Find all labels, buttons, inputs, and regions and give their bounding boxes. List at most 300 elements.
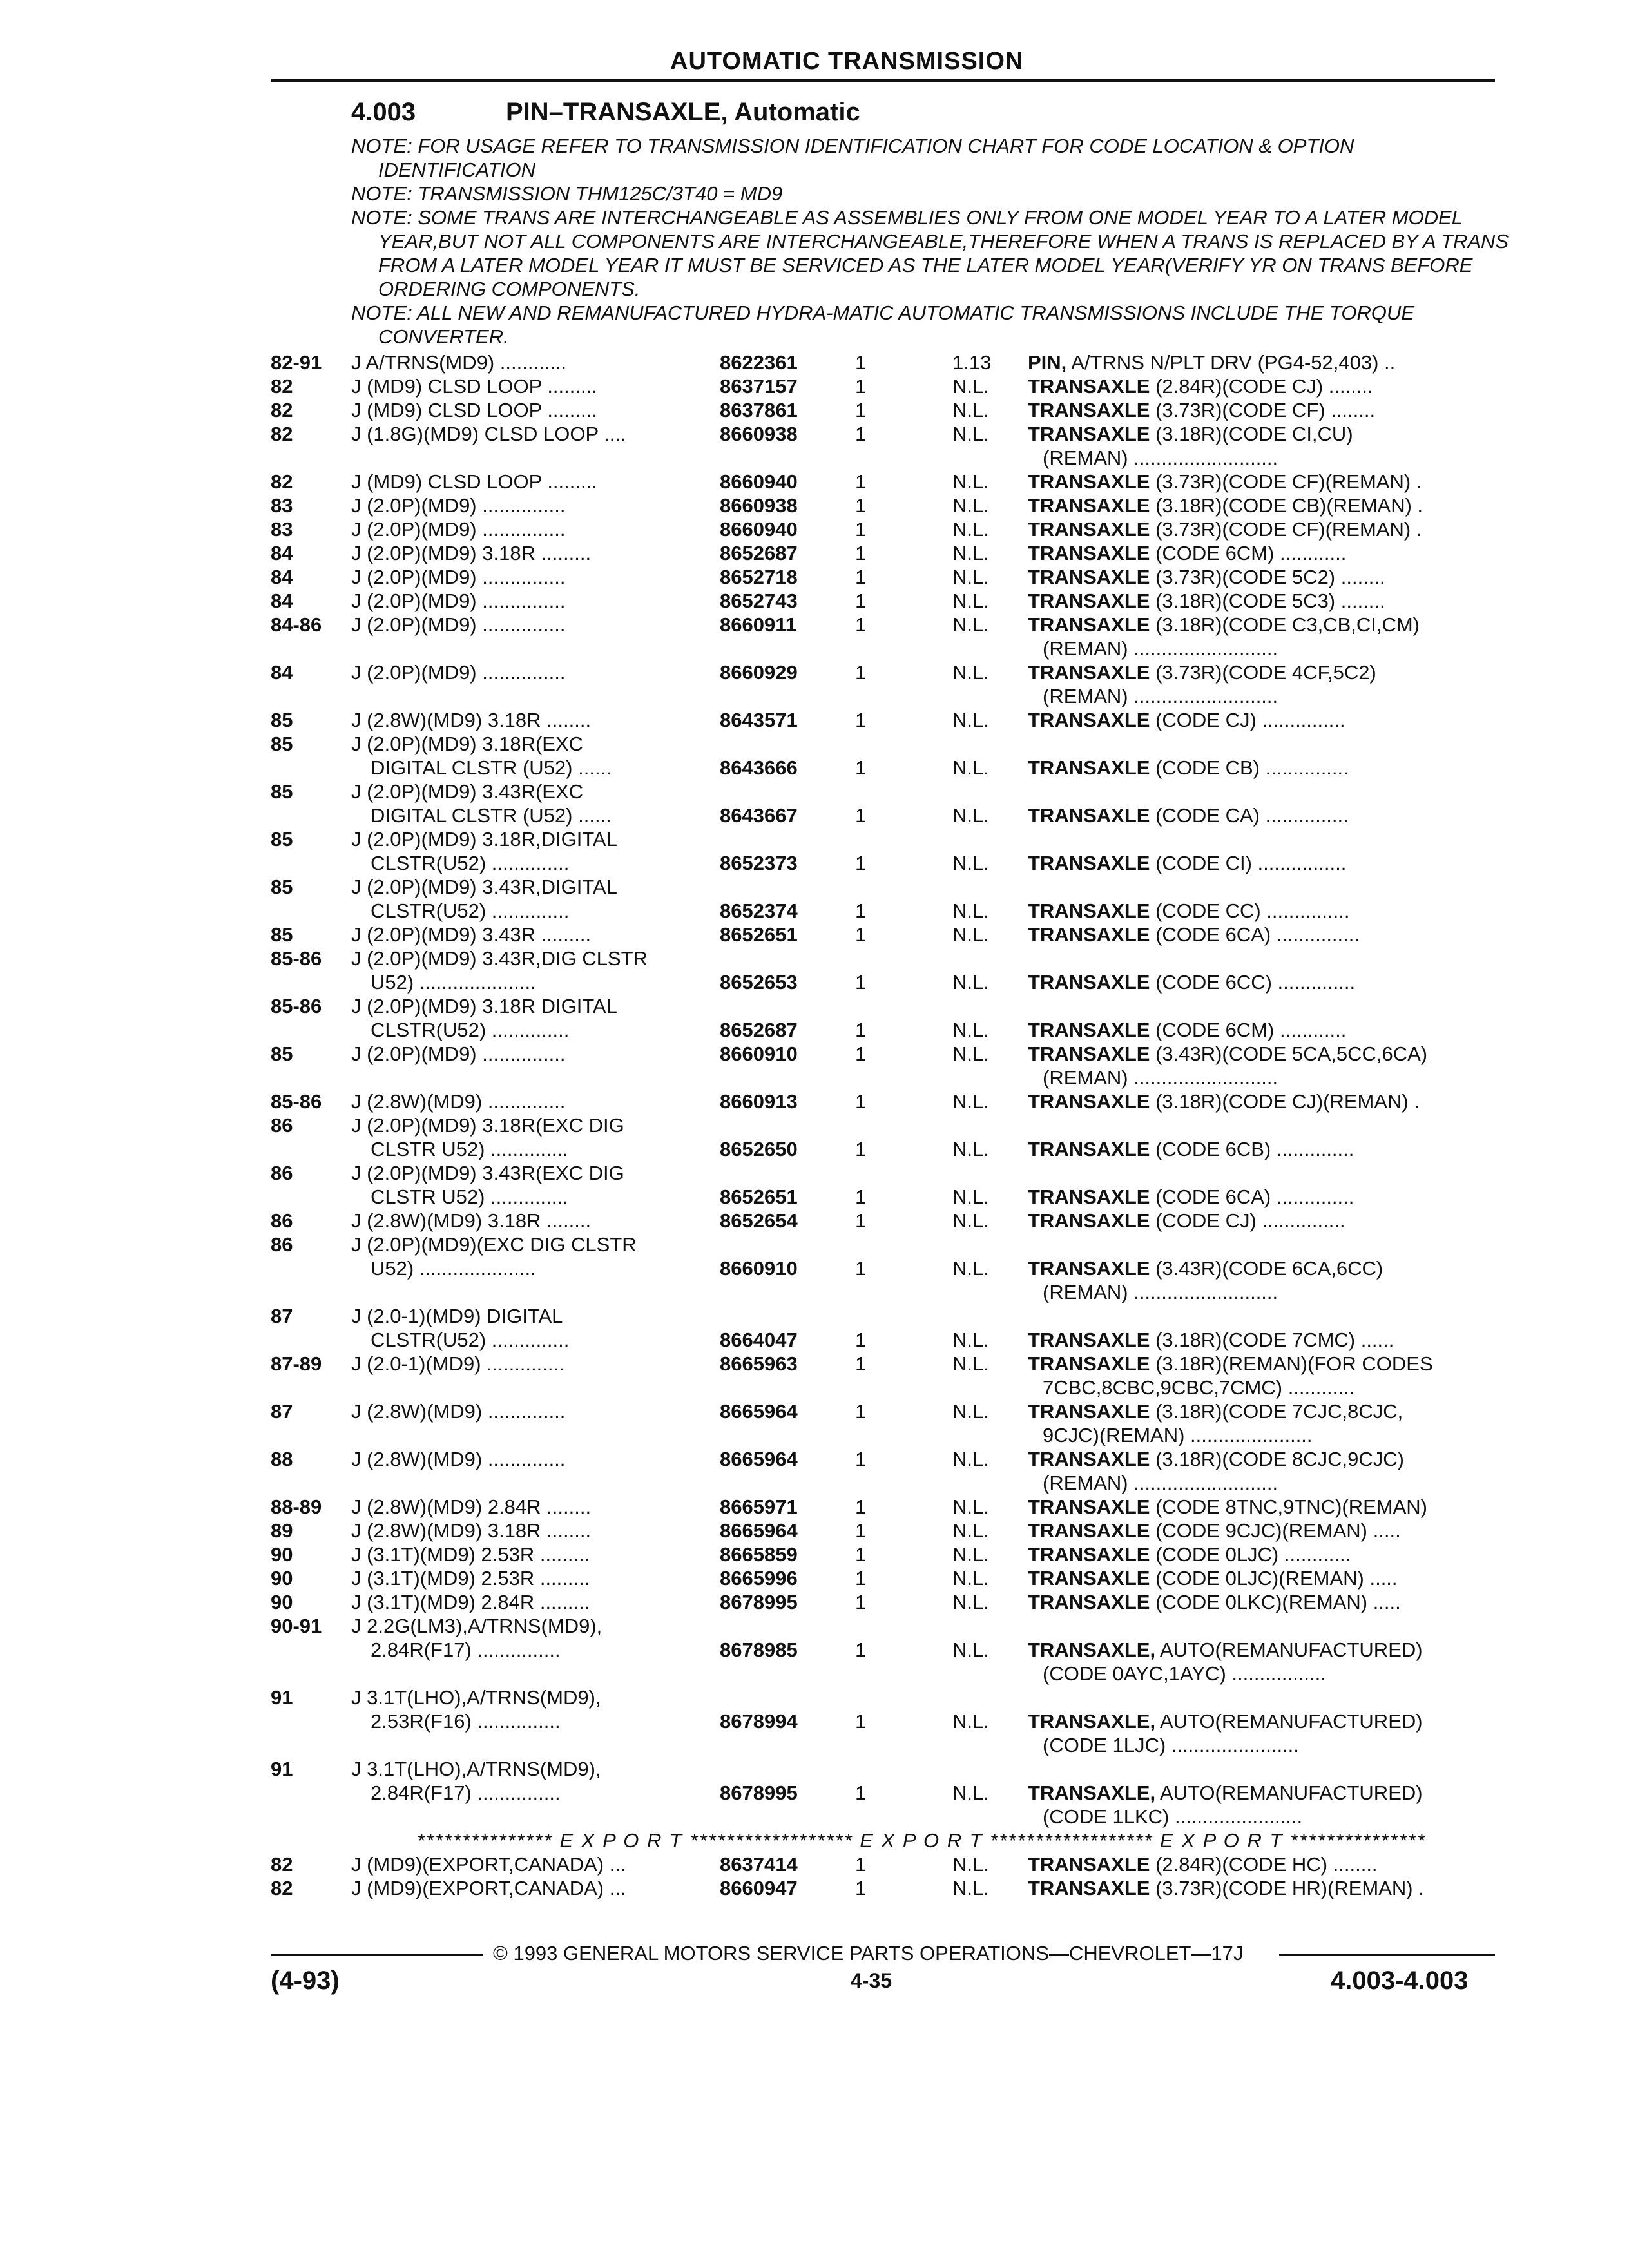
illustration-ref: N.L. bbox=[952, 1710, 989, 1733]
model-year: 86 bbox=[271, 1114, 293, 1137]
table-row bbox=[0, 708, 1629, 732]
application: J (2.0P)(MD9) ............... bbox=[351, 494, 566, 517]
description-continued: (REMAN) .......................... bbox=[1043, 1066, 1278, 1089]
application: J (3.1T)(MD9) 2.84R ......... bbox=[351, 1591, 590, 1613]
table-row bbox=[0, 1090, 1629, 1113]
illustration-ref: N.L. bbox=[952, 1448, 989, 1470]
illustration-ref: N.L. bbox=[952, 423, 989, 445]
illustration-ref: N.L. bbox=[952, 1853, 989, 1876]
description bbox=[1028, 1256, 1492, 1280]
illustration-ref: N.L. bbox=[952, 804, 989, 827]
table-row bbox=[0, 1495, 1629, 1519]
description-continued: 9CJC)(REMAN) ...................... bbox=[1043, 1424, 1313, 1446]
description-detail: (CODE 0LJC)(REMAN) ..... bbox=[1150, 1567, 1398, 1590]
table-row bbox=[0, 851, 1629, 875]
description-detail: (CODE 0LJC) ............ bbox=[1150, 1543, 1351, 1566]
model-year: 90-91 bbox=[271, 1615, 322, 1637]
illustration-ref: N.L. bbox=[952, 1257, 989, 1280]
description-detail: (CODE CA) ............... bbox=[1150, 804, 1349, 827]
quantity: 1 bbox=[855, 566, 867, 588]
description-keyword: TRANSAXLE bbox=[1028, 375, 1150, 398]
part-number: 8652651 bbox=[720, 923, 798, 946]
table-row bbox=[0, 660, 1629, 684]
description-continued: (REMAN) .......................... bbox=[1043, 637, 1278, 660]
table-row bbox=[0, 1542, 1629, 1566]
illustration-ref: N.L. bbox=[952, 1543, 989, 1566]
model-year: 82 bbox=[271, 423, 293, 445]
part-number: 8665859 bbox=[720, 1543, 798, 1566]
description bbox=[1028, 1590, 1492, 1614]
application: J (2.0P)(MD9) 3.43R ......... bbox=[351, 923, 592, 946]
table-row bbox=[0, 1066, 1629, 1090]
quantity: 1 bbox=[855, 1782, 867, 1804]
description-keyword: TRANSAXLE bbox=[1028, 923, 1150, 946]
quantity: 1 bbox=[855, 1853, 867, 1876]
table-row bbox=[0, 1256, 1629, 1280]
application-continued: CLSTR(U52) .............. bbox=[371, 1019, 570, 1041]
application: J (2.8W)(MD9) .............. bbox=[351, 1090, 566, 1113]
description-keyword: TRANSAXLE bbox=[1028, 1329, 1150, 1351]
description-keyword: TRANSAXLE bbox=[1028, 542, 1150, 564]
quantity: 1 bbox=[855, 1567, 867, 1590]
illustration-ref: N.L. bbox=[952, 971, 989, 994]
model-year: 85 bbox=[271, 923, 293, 946]
part-number: 8652650 bbox=[720, 1138, 798, 1160]
model-year: 82-91 bbox=[271, 351, 322, 374]
table-row bbox=[0, 1161, 1629, 1185]
model-year: 87 bbox=[271, 1305, 293, 1327]
description-keyword: TRANSAXLE bbox=[1028, 1352, 1150, 1375]
part-number: 8652653 bbox=[720, 971, 798, 994]
description-detail: (CODE 0LKC)(REMAN) ..... bbox=[1150, 1591, 1401, 1613]
application: J (MD9)(EXPORT,CANADA) ... bbox=[351, 1877, 626, 1899]
application: J (2.8W)(MD9) .............. bbox=[351, 1448, 566, 1470]
description-continued: (REMAN) .......................... bbox=[1043, 1472, 1278, 1494]
description-detail: (3.43R)(CODE 6CA,6CC) bbox=[1150, 1257, 1383, 1280]
description-keyword: PIN, bbox=[1028, 351, 1067, 374]
model-year: 82 bbox=[271, 399, 293, 421]
description bbox=[1028, 851, 1492, 875]
note-torque-converter: NOTE: ALL NEW AND REMANUFACTURED HYDRA-MATIC AUTOMATIC TRANSMISSIONS INCLUDE THE TORQUE CONVERTER. bbox=[351, 302, 1415, 348]
table-row bbox=[0, 1566, 1629, 1590]
quantity: 1 bbox=[855, 542, 867, 564]
description-keyword: TRANSAXLE bbox=[1028, 804, 1150, 827]
table-row bbox=[0, 1376, 1629, 1399]
description bbox=[1028, 923, 1492, 947]
illustration-ref: N.L. bbox=[952, 1495, 989, 1518]
description-detail: (CODE 6CM) ............ bbox=[1150, 1019, 1347, 1041]
part-number: 8652651 bbox=[720, 1186, 798, 1208]
table-row bbox=[0, 1805, 1629, 1829]
table-row bbox=[0, 1829, 1629, 1852]
model-year: 84 bbox=[271, 590, 293, 612]
quantity: 1 bbox=[855, 613, 867, 636]
table-row bbox=[0, 1018, 1629, 1042]
part-number: 8652373 bbox=[720, 852, 798, 874]
description bbox=[1028, 541, 1492, 565]
description-continued: (CODE 0AYC,1AYC) ................. bbox=[1043, 1662, 1326, 1685]
quantity: 1 bbox=[855, 470, 867, 493]
part-number: 8660940 bbox=[720, 518, 798, 541]
part-number: 8678995 bbox=[720, 1591, 798, 1613]
model-year: 85 bbox=[271, 733, 293, 755]
table-row bbox=[0, 446, 1629, 470]
description-detail: (3.18R)(CODE 5C3) ........ bbox=[1150, 590, 1385, 612]
description-detail: (CODE 6CA) .............. bbox=[1150, 1186, 1354, 1208]
illustration-ref: N.L. bbox=[952, 1138, 989, 1160]
table-row bbox=[0, 1447, 1629, 1471]
part-number: 8652687 bbox=[720, 1019, 798, 1041]
application: J (MD9) CLSD LOOP ......... bbox=[351, 470, 597, 493]
description-detail: (2.84R)(CODE HC) ........ bbox=[1150, 1853, 1378, 1876]
model-year: 85-86 bbox=[271, 995, 322, 1017]
model-year: 88-89 bbox=[271, 1495, 322, 1518]
model-year: 85 bbox=[271, 1043, 293, 1065]
part-number: 8660938 bbox=[720, 494, 798, 517]
table-row bbox=[0, 1662, 1629, 1686]
description-continued: (REMAN) .......................... bbox=[1043, 1281, 1278, 1303]
model-year: 90 bbox=[271, 1591, 293, 1613]
description-detail: (3.18R)(CODE 7CMC) ...... bbox=[1150, 1329, 1394, 1351]
quantity: 1 bbox=[855, 852, 867, 874]
description-continued: 7CBC,8CBC,9CBC,7CMC) ............ bbox=[1043, 1376, 1355, 1399]
application: J (2.0P)(MD9) 3.18R(EXC DIG bbox=[351, 1114, 624, 1137]
footer-date: (4-93) bbox=[271, 1966, 340, 1995]
table-row bbox=[0, 1709, 1629, 1733]
quantity: 1 bbox=[855, 1877, 867, 1899]
application-continued: CLSTR(U52) .............. bbox=[371, 1329, 570, 1351]
model-year: 90 bbox=[271, 1543, 293, 1566]
description-keyword: TRANSAXLE bbox=[1028, 1495, 1150, 1518]
application-continued: U52) ..................... bbox=[371, 971, 536, 994]
table-row bbox=[0, 1113, 1629, 1137]
part-number: 8678994 bbox=[720, 1710, 798, 1733]
table-row bbox=[0, 1233, 1629, 1256]
description-continued: (REMAN) .......................... bbox=[1043, 447, 1278, 469]
application: J (2.8W)(MD9) 3.18R ........ bbox=[351, 1519, 592, 1542]
table-row bbox=[0, 899, 1629, 923]
table-row bbox=[0, 1852, 1629, 1876]
description-detail: (CODE 6CA) ............... bbox=[1150, 923, 1360, 946]
model-year: 82 bbox=[271, 1877, 293, 1899]
illustration-ref: N.L. bbox=[952, 399, 989, 421]
application: J (1.8G)(MD9) CLSD LOOP .... bbox=[351, 423, 626, 445]
description-keyword: TRANSAXLE bbox=[1028, 756, 1150, 779]
illustration-ref: N.L. bbox=[952, 1043, 989, 1065]
description-detail: (3.18R)(REMAN)(FOR CODES bbox=[1150, 1352, 1433, 1375]
table-row bbox=[0, 589, 1629, 613]
illustration-ref: N.L. bbox=[952, 542, 989, 564]
quantity: 1 bbox=[855, 1352, 867, 1375]
part-number: 8652687 bbox=[720, 542, 798, 564]
parts-table bbox=[0, 351, 1629, 1900]
application: J (MD9)(EXPORT,CANADA) ... bbox=[351, 1853, 626, 1876]
application: J (2.0P)(MD9) ............... bbox=[351, 518, 566, 541]
application-continued: CLSTR(U52) .............. bbox=[371, 899, 570, 922]
illustration-ref: N.L. bbox=[952, 1209, 989, 1232]
table-row bbox=[0, 351, 1629, 374]
description-continued: (CODE 1LJC) ....................... bbox=[1043, 1734, 1299, 1756]
model-year: 82 bbox=[271, 375, 293, 398]
description-keyword: TRANSAXLE, bbox=[1028, 1710, 1156, 1733]
table-row bbox=[0, 780, 1629, 803]
description-detail: (CODE CJ) ............... bbox=[1150, 709, 1345, 731]
model-year: 86 bbox=[271, 1233, 293, 1256]
table-row bbox=[0, 1280, 1629, 1304]
part-number: 8665964 bbox=[720, 1448, 798, 1470]
part-number: 8665964 bbox=[720, 1519, 798, 1542]
description bbox=[1028, 1495, 1492, 1519]
quantity: 1 bbox=[855, 1019, 867, 1041]
quantity: 1 bbox=[855, 1329, 867, 1351]
application: J A/TRNS(MD9) ............ bbox=[351, 351, 567, 374]
description-keyword: TRANSAXLE bbox=[1028, 1591, 1150, 1613]
quantity: 1 bbox=[855, 923, 867, 946]
illustration-ref: N.L. bbox=[952, 1782, 989, 1804]
table-row bbox=[0, 1328, 1629, 1352]
description-keyword: TRANSAXLE bbox=[1028, 1257, 1150, 1280]
application-continued: 2.84R(F17) ............... bbox=[371, 1639, 561, 1661]
description-keyword: TRANSAXLE bbox=[1028, 423, 1150, 445]
quantity: 1 bbox=[855, 804, 867, 827]
model-year: 84 bbox=[271, 566, 293, 588]
part-number: 8660913 bbox=[720, 1090, 798, 1113]
part-number: 8665996 bbox=[720, 1567, 798, 1590]
illustration-ref: N.L. bbox=[952, 1019, 989, 1041]
description-keyword: TRANSAXLE bbox=[1028, 899, 1150, 922]
part-number: 8660940 bbox=[720, 470, 798, 493]
application: J (2.0P)(MD9) 3.18R(EXC bbox=[351, 733, 584, 755]
table-row bbox=[0, 1304, 1629, 1328]
note-transmission-code: NOTE: TRANSMISSION THM125C/3T40 = MD9 bbox=[351, 182, 783, 205]
part-number: 8652743 bbox=[720, 590, 798, 612]
part-number: 8637861 bbox=[720, 399, 798, 421]
description bbox=[1028, 899, 1492, 923]
model-year: 89 bbox=[271, 1519, 293, 1542]
quantity: 1 bbox=[855, 1257, 867, 1280]
description-keyword: TRANSAXLE bbox=[1028, 399, 1150, 421]
quantity: 1 bbox=[855, 661, 867, 684]
description-detail: (CODE 9CJC)(REMAN) ..... bbox=[1150, 1519, 1401, 1542]
quantity: 1 bbox=[855, 1591, 867, 1613]
description bbox=[1028, 494, 1492, 517]
quantity: 1 bbox=[855, 1448, 867, 1470]
quantity: 1 bbox=[855, 1209, 867, 1232]
table-row bbox=[0, 684, 1629, 708]
quantity: 1 bbox=[855, 590, 867, 612]
table-row bbox=[0, 422, 1629, 446]
part-number: 8660929 bbox=[720, 661, 798, 684]
application: J (2.0P)(MD9)(EXC DIG CLSTR bbox=[351, 1233, 637, 1256]
model-year: 85-86 bbox=[271, 947, 322, 970]
part-number: 8665971 bbox=[720, 1495, 798, 1518]
illustration-ref: N.L. bbox=[952, 1877, 989, 1899]
model-year: 85 bbox=[271, 780, 293, 803]
table-row bbox=[0, 1399, 1629, 1423]
illustration-ref: N.L. bbox=[952, 566, 989, 588]
illustration-ref: N.L. bbox=[952, 923, 989, 946]
description-detail: (CODE 6CB) .............. bbox=[1150, 1138, 1354, 1160]
description-keyword: TRANSAXLE bbox=[1028, 1138, 1150, 1160]
description-detail: (3.18R)(CODE CI,CU) bbox=[1150, 423, 1353, 445]
part-number: 8660910 bbox=[720, 1257, 798, 1280]
table-row bbox=[0, 398, 1629, 422]
application: J (2.0P)(MD9) 3.43R(EXC DIG bbox=[351, 1162, 624, 1184]
description bbox=[1028, 1781, 1492, 1805]
description-keyword: TRANSAXLE bbox=[1028, 470, 1150, 493]
application: J (2.0P)(MD9) 3.43R(EXC bbox=[351, 780, 584, 803]
table-row bbox=[0, 1733, 1629, 1757]
part-number: 8664047 bbox=[720, 1329, 798, 1351]
description bbox=[1028, 1566, 1492, 1590]
description-keyword: TRANSAXLE bbox=[1028, 1877, 1150, 1899]
table-row bbox=[0, 732, 1629, 756]
table-row bbox=[0, 541, 1629, 565]
description bbox=[1028, 1209, 1492, 1233]
description bbox=[1028, 1876, 1492, 1900]
description-detail: (3.43R)(CODE 5CA,5CC,6CA) bbox=[1150, 1043, 1428, 1065]
description-keyword: TRANSAXLE bbox=[1028, 518, 1150, 541]
model-year: 91 bbox=[271, 1686, 293, 1709]
description-detail: (3.18R)(CODE 8CJC,9CJC) bbox=[1150, 1448, 1404, 1470]
description-detail: AUTO(REMANUFACTURED) bbox=[1155, 1639, 1423, 1661]
description-detail: AUTO(REMANUFACTURED) bbox=[1155, 1782, 1423, 1804]
table-row bbox=[0, 1686, 1629, 1709]
table-row bbox=[0, 1590, 1629, 1614]
description-keyword: TRANSAXLE bbox=[1028, 1543, 1150, 1566]
application: J (2.0P)(MD9) ............... bbox=[351, 613, 566, 636]
table-row bbox=[0, 494, 1629, 517]
table-row bbox=[0, 947, 1629, 970]
table-row bbox=[0, 1781, 1629, 1805]
part-number: 8678995 bbox=[720, 1782, 798, 1804]
table-row bbox=[0, 1137, 1629, 1161]
description-keyword: TRANSAXLE bbox=[1028, 709, 1150, 731]
description-keyword: TRANSAXLE bbox=[1028, 1519, 1150, 1542]
description-keyword: TRANSAXLE bbox=[1028, 1090, 1150, 1113]
description-keyword: TRANSAXLE bbox=[1028, 1209, 1150, 1232]
table-row bbox=[0, 1614, 1629, 1638]
part-number: 8652374 bbox=[720, 899, 798, 922]
table-row bbox=[0, 1209, 1629, 1233]
table-row bbox=[0, 470, 1629, 494]
quantity: 1 bbox=[855, 1043, 867, 1065]
application: J (MD9) CLSD LOOP ......... bbox=[351, 399, 597, 421]
illustration-ref: N.L. bbox=[952, 470, 989, 493]
part-number: 8622361 bbox=[720, 351, 798, 374]
quantity: 1 bbox=[855, 423, 867, 445]
description bbox=[1028, 1328, 1492, 1352]
description bbox=[1028, 398, 1492, 422]
application: J (2.8W)(MD9) 3.18R ........ bbox=[351, 709, 592, 731]
illustration-ref: N.L. bbox=[952, 756, 989, 779]
description-detail: (CODE 6CC) .............. bbox=[1150, 971, 1356, 994]
quantity: 1 bbox=[855, 1400, 867, 1423]
model-year: 87 bbox=[271, 1400, 293, 1423]
footer-page-number: 4-35 bbox=[851, 1969, 892, 1992]
description-keyword: TRANSAXLE bbox=[1028, 1448, 1150, 1470]
description bbox=[1028, 1352, 1492, 1376]
illustration-ref: N.L. bbox=[952, 1186, 989, 1208]
quantity: 1 bbox=[855, 899, 867, 922]
model-year: 85-86 bbox=[271, 1090, 322, 1113]
application: J (2.0-1)(MD9) .............. bbox=[351, 1352, 564, 1375]
description-continued: (REMAN) .......................... bbox=[1043, 685, 1278, 707]
part-number: 8660911 bbox=[720, 613, 796, 636]
application: J 2.2G(LM3),A/TRNS(MD9), bbox=[351, 1615, 602, 1637]
model-year: 82 bbox=[271, 1853, 293, 1876]
application: J (2.0P)(MD9) ............... bbox=[351, 661, 566, 684]
description bbox=[1028, 970, 1492, 994]
table-row bbox=[0, 1042, 1629, 1066]
part-number: 8643667 bbox=[720, 804, 798, 827]
export-divider: *************** E X P O R T ****************** E X P O R T ****************** E X P O R T *************** bbox=[416, 1829, 1427, 1852]
application-continued: 2.53R(F16) ............... bbox=[371, 1710, 561, 1733]
description bbox=[1028, 756, 1492, 780]
description bbox=[1028, 1018, 1492, 1042]
description-keyword: TRANSAXLE bbox=[1028, 1853, 1150, 1876]
model-year: 82 bbox=[271, 470, 293, 493]
footer-rule-right bbox=[1279, 1954, 1495, 1956]
quantity: 1 bbox=[855, 351, 867, 374]
illustration-ref: N.L. bbox=[952, 852, 989, 874]
description-keyword: TRANSAXLE bbox=[1028, 1400, 1150, 1423]
description-detail: (3.73R)(CODE 5C2) ........ bbox=[1150, 566, 1385, 588]
illustration-ref: N.L. bbox=[952, 1519, 989, 1542]
model-year: 85 bbox=[271, 709, 293, 731]
application: J (2.8W)(MD9) 3.18R ........ bbox=[351, 1209, 592, 1232]
table-row bbox=[0, 637, 1629, 660]
description bbox=[1028, 374, 1492, 398]
description-keyword: TRANSAXLE, bbox=[1028, 1639, 1156, 1661]
section-number: 4.003 bbox=[351, 98, 416, 126]
model-year: 85 bbox=[271, 876, 293, 898]
application: J (2.0P)(MD9) 3.18R,DIGITAL bbox=[351, 828, 617, 850]
illustration-ref: N.L. bbox=[952, 661, 989, 684]
description bbox=[1028, 1042, 1492, 1066]
quantity: 1 bbox=[855, 518, 867, 541]
quantity: 1 bbox=[855, 375, 867, 398]
description-keyword: TRANSAXLE bbox=[1028, 1186, 1150, 1208]
quantity: 1 bbox=[855, 1186, 867, 1208]
part-number: 8665964 bbox=[720, 1400, 798, 1423]
table-row bbox=[0, 994, 1629, 1018]
description-detail: (3.18R)(CODE 7CJC,8CJC, bbox=[1150, 1400, 1403, 1423]
description-detail: (CODE CC) ............... bbox=[1150, 899, 1350, 922]
quantity: 1 bbox=[855, 494, 867, 517]
description-keyword: TRANSAXLE bbox=[1028, 590, 1150, 612]
table-row bbox=[0, 756, 1629, 780]
model-year: 86 bbox=[271, 1209, 293, 1232]
description-detail: (CODE 6CM) ............ bbox=[1150, 542, 1347, 564]
quantity: 1 bbox=[855, 756, 867, 779]
illustration-ref: N.L. bbox=[952, 709, 989, 731]
part-number: 8660938 bbox=[720, 423, 798, 445]
model-year: 84 bbox=[271, 542, 293, 564]
application: J 3.1T(LHO),A/TRNS(MD9), bbox=[351, 1686, 601, 1709]
application: J (MD9) CLSD LOOP ......... bbox=[351, 375, 597, 398]
description bbox=[1028, 708, 1492, 732]
footer-rule-left bbox=[271, 1954, 483, 1956]
part-number: 8652654 bbox=[720, 1209, 798, 1232]
part-number: 8660910 bbox=[720, 1043, 798, 1065]
note-interchangeable: NOTE: SOME TRANS ARE INTERCHANGEABLE AS ASSEMBLIES ONLY FROM ONE MODEL YEAR TO A LATER MODEL YEAR,BUT NOT ALL COMPONENTS ARE INTERCHANGEABLE,THEREFORE WHEN A TRANS IS REPLACED BY A TRANS FROM A LATER MODEL YEAR IT MUST BE SERVICED AS THE LATER MODEL YEAR(VERIFY YR ON TRANS BEFORE ORDERING COMPONENTS. bbox=[351, 206, 1509, 300]
description-keyword: TRANSAXLE bbox=[1028, 971, 1150, 994]
model-year: 83 bbox=[271, 518, 293, 541]
description bbox=[1028, 517, 1492, 541]
description-keyword: TRANSAXLE, bbox=[1028, 1782, 1156, 1804]
application-continued: CLSTR U52) .............. bbox=[371, 1138, 568, 1160]
